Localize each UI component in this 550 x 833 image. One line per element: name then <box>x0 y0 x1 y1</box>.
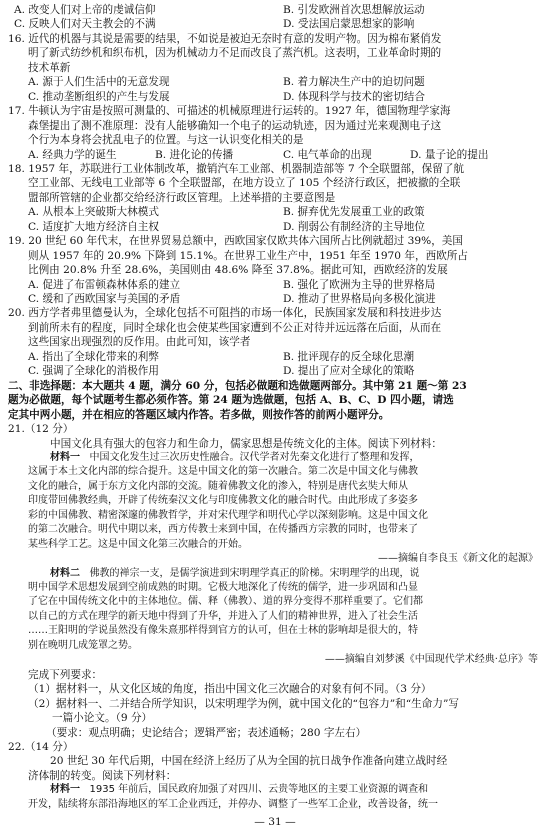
q20-stem-line: 20. 西方学者弗里德曼认为，全球化包括不可阻挡的市场一体化，民族国家发展和科技进步达 <box>8 307 442 320</box>
q21-material-1-line: 的第二次融合。明代中期以来，西方传教士来到中国，在传播西方宗教的同时，也带来了 <box>28 524 418 536</box>
q21-task-2-cont: 一篇小论文。（9 分） <box>52 712 153 724</box>
q21-task-2-requirements: （要求：观点明确；史论结合；逻辑严密；表述通畅；280 字左右） <box>46 726 367 739</box>
q19-stem-line: 19. 20 世纪 60 年代末，在世界贸易总额中，西欧国家仅欧共体六国所占比例就超过 39%，美国 <box>8 235 463 248</box>
q21-tasks-intro: 完成下列要求： <box>28 668 103 681</box>
q18-option-c: C. 适度扩大地方经济自主权 <box>28 220 159 233</box>
q19-option-c: C. 缓和了西欧国家与美国的矛盾 <box>28 293 181 305</box>
section-2-heading: 定其中两小题，并在相应的答题区域内作答。若多做，则按作答的前两小题评分。 <box>8 408 390 421</box>
q17-stem-line: 个行为本身将会扰乱电子的位置。与这一认识变化相关的是 <box>28 134 304 146</box>
q18-stem-line: 盟部所管辖的企业都交给经济行政区管理。上述举措的主要意图是 <box>28 191 336 204</box>
q21-material-1-source: ——摘编自李良玉《新文化的起源》 <box>378 553 538 565</box>
q21-task-2: （2）据材料一、二并结合所学知识，以宋明理学为例，就中国文化的“包容力”和“生命力”写 <box>28 697 459 710</box>
q22-material-1-line: 开发，陆续将东部沿海地区的军工企业西迁，并停办、调整了一些军工企业，改善设备，统一 <box>28 798 438 810</box>
q19-option-a: A. 促进了布雷顿森林体系的建立 <box>28 278 181 291</box>
q21-material-1-line: 文化的融合，属于东方文化内部的交流。随着佛教文化的渗入，特别是唐代玄奘大师从 <box>28 480 408 492</box>
q19-option-d: D. 推动了世界格局向多极化演进 <box>283 293 436 305</box>
q22-material-1-text: 1935 年前后，国民政府加强了对四川、云贵等地区的主要工业资源的调查和 <box>80 784 429 796</box>
q16-option-b: B. 着力解决生产中的迫切问题 <box>283 76 425 89</box>
q22-intro: 济体制的转变。阅读下列材料： <box>28 769 177 782</box>
q21-header: 21.（12 分） <box>8 423 74 435</box>
q18-option-d: D. 削弱公有制经济的主导地位 <box>283 220 425 233</box>
q15-option-b: B. 引发欧洲首次思想解放运动 <box>283 4 425 16</box>
q15-option-a: A. 改变人们对上帝的虔诚信仰 <box>14 4 156 16</box>
q18-option-a: A. 从根本上突破斯大林模式 <box>28 206 159 219</box>
q16-stem-line: 16. 近代的机器与其说是需要的结果，不如说是被迫无奈时有意的发明产物。因为棉布紧俏发 <box>8 32 442 45</box>
q21-task-1: （1）据材料一，从文化区域的角度，指出中国文化三次融合的对象有何不同。（3 分） <box>28 683 432 696</box>
q19-stem-line: 则从 1957 年的 20.9% 下降到 15.1%。在世界工业生产中，1951 年至 1970 年，西欧所占 <box>28 249 468 262</box>
q21-material-1-line: 彩的中国佛教、精密深邃的佛教哲学，并对宋代理学和明代心学以深刻影响。这是中国文化 <box>28 509 428 521</box>
q21-material-2-line: 材料二 佛教的禅宗一支，是儒学演进到宋明理学真正的阶梯。宋明理学的出现，说 <box>50 567 420 579</box>
q19-stem-line: 比例由 20.8% 升至 28.6%，美国则由 48.6% 降至 37.8%。据此可知，西欧经济的发展 <box>28 264 448 277</box>
q21-material-2-line: 以自己的方式在理学的新天地中得到了升华，并进入了人们的精神世界，进入了社会生活 <box>28 610 418 622</box>
q15-option-c: C. 反映人们对天主教会的不满 <box>14 18 156 31</box>
q22-intro: 20 世纪 30 年代后期，中国在经济上经历了从为全国的抗日战争作准备向建立战时经 <box>50 755 448 768</box>
q21-material-2-line: 明中国学术思想发展到空前成熟的时期。它极大地深化了传统的儒学，进一步巩固和凸显 <box>28 582 418 593</box>
section-2-heading: 二、非选择题：本大题共 4 题，满分 60 分，包括必做题和选做题两部分。其中第 21 题～第 23 <box>8 379 467 392</box>
q22-header: 22.（14 分） <box>8 740 74 753</box>
q18-stem-line: 18. 1957 年，苏联进行工业体制改革，撤销汽车工业部、机器制造部等 7 个全联盟部，保留了航 <box>8 162 464 175</box>
q17-stem-line: 17. 牛顿认为宇宙是按照可测量的、可描述的机械原理进行运转的。1927 年，德国物理学家海 <box>8 105 451 118</box>
q15-option-d: D. 受法国启蒙思想家的影响 <box>283 18 415 31</box>
q22-material-1-line <box>50 783 542 797</box>
q16-stem-line: 明了新式纺纱机和织布机，因为机械动力不足而改良了蒸汽机。这表明，工业革命时期的 <box>28 47 442 60</box>
q21-material-2-line: ……王阳明的学说虽然没有像朱熹那样得到官方的认可，但在士林的影响却是很大的，特 <box>28 625 418 637</box>
q21-material-1-line: 材料一 中国文化发生过三次历史性融合。汉代学者对先秦文化进行了整理和发挥， <box>50 451 420 463</box>
q20-option-c: C. 强调了全球化的消极作用 <box>28 365 159 378</box>
page-number: — 31 — <box>254 816 296 828</box>
q21-material-2-label: 材料二 <box>50 567 80 579</box>
q20-option-b: B. 批评现存的反全球化思潮 <box>283 350 415 363</box>
q16-option-d: D. 体现科学与技术的密切结合 <box>283 90 425 103</box>
q21-intro: 中国文化具有强大的包容力和生命力，儒家思想是传统文化的主体。阅读下列材料： <box>50 437 442 450</box>
q18-stem-line: 空工业部、无线电工业部等 6 个全联盟部，在地方设立了 105 个经济行政区，把被撤的全联 <box>28 177 461 190</box>
q21-material-1-label: 材料一 <box>50 451 80 463</box>
q22-material-1-label: 材料一 <box>50 784 80 796</box>
q16-stem-line: 技术革新 <box>28 61 71 74</box>
q20-option-a: A. 指出了全球化带来的利弊 <box>28 350 159 363</box>
q18-option-b: B. 摒弃优先发展重工业的政策 <box>283 206 425 219</box>
q20-stem-line: 到前所未有的程度，同时全球化也会使某些国家遭到不公正对待并远远落在后面，从而在 <box>28 321 442 334</box>
section-2-heading: 题为必做题，每个试题考生都必须作答。第 24 题为选做题，包括 A、B、C、D 四小题，请选 <box>8 394 454 407</box>
q21-material-1-line: 这属于本土文化内部的综合提升。这是中国文化的第一次融合。第二次是中国文化与佛教 <box>28 466 418 478</box>
q16-option-a: A. 源于人们生活中的无意发现 <box>28 76 170 89</box>
q21-material-2-line: 了它在中国传统文化中的主体地位。儒、释（佛教）、道的界分变得不那样重要了。它们都 <box>28 596 423 608</box>
q17-option-c: C. 电气革命的出现 <box>283 148 372 161</box>
q21-material-1-line: 印度带回佛教经典，开辟了传统秦汉文化与印度佛教文化的融合时代。由此形成了多姿多 <box>28 495 418 507</box>
q20-stem-line: 这些国家出现强烈的反作用。由此可知，该学者 <box>28 336 251 349</box>
q17-option-b: B. 进化论的传播 <box>155 148 234 161</box>
q21-material-1-line: 某些科学工艺。这是中国文化第三次融合的开始。 <box>28 538 248 550</box>
q17-option-d: D. 量子论的提出 <box>410 148 489 161</box>
q17-option-a: A. 经典力学的诞生 <box>28 148 117 161</box>
q16-option-c: C. 推动垄断组织的产生与发展 <box>28 90 170 103</box>
q17-stem-line: 森堡提出了测不准原理：没有人能够确知一个电子的运动轨迹，因为通过光来观测电子这 <box>28 119 442 132</box>
q21-material-2-line: 别在晚明几成笼罩之势。 <box>28 639 138 651</box>
q20-option-d: D. 提出了应对全球化的策略 <box>283 365 415 378</box>
q21-material-2-source: ——摘编自刘梦溪《中国现代学术经典·总序》等 <box>324 654 538 666</box>
q19-option-b: B. 强化了欧洲为主导的世界格局 <box>283 278 436 291</box>
